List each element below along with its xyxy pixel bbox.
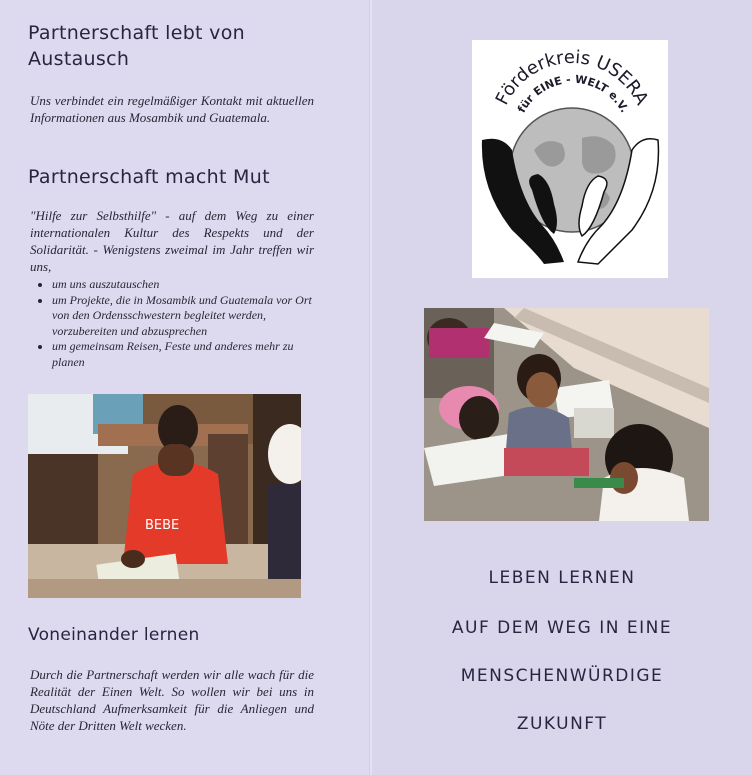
logo-line2: für EINE - WELT e.V. xyxy=(514,72,632,115)
heading-mut: Partnerschaft macht Mut xyxy=(28,166,270,188)
logo-box xyxy=(472,40,668,278)
right-panel xyxy=(372,0,752,775)
title-block xyxy=(372,560,752,760)
heading-lernen: Voneinander lernen xyxy=(28,625,200,645)
bullet-item: • um Projekte, die in Mosambik und Guatemala vor Ort von den Ordensschwestern begleitet werden, vorzubereiten und abzusprechen xyxy=(52,293,314,340)
photo-girl-writing xyxy=(28,394,301,598)
title-line: MENSCHENWÜRDIGE xyxy=(460,666,664,686)
heading-austausch: Partnerschaft lebt von Austausch xyxy=(28,22,245,70)
text-lernen-block xyxy=(30,666,314,734)
section-austausch xyxy=(28,20,268,72)
text-lernen: Durch die Partnerschaft werden wir alle wach für die Realität der Einen Welt. So wollen wir bei uns in Deutschland Aufmerksamkeit für die Anliegen und Nöte der Dritten Welt wecken. xyxy=(30,667,314,733)
title-line: ZUKUNFT xyxy=(516,714,608,734)
logo-line1: Förderkreis USERA xyxy=(491,46,653,109)
bullet-item: • um uns auszutauschen xyxy=(52,277,314,293)
section-lernen xyxy=(28,622,288,648)
bullet-list xyxy=(30,277,314,370)
logo-hands-globe-icon xyxy=(472,40,668,278)
shirt-text: BEBE xyxy=(145,518,180,533)
bullet-item: • um gemeinsam Reisen, Feste und anderes mehr zu planen xyxy=(52,339,314,370)
photo-children-drawing xyxy=(424,308,709,521)
photo-girl-writing-image xyxy=(28,394,301,598)
section-mut-body xyxy=(30,207,314,370)
text-mut: "Hilfe zur Selbsthilfe" - auf dem Weg zu einer internationalen Kultur des Respekts und der Solidarität. - Wenigstens zweimal im Jahr treffen wir uns, xyxy=(30,208,314,274)
left-panel xyxy=(0,0,370,775)
photo-children-drawing-image xyxy=(424,308,709,521)
title-line: AUF DEM WEG IN EINE xyxy=(451,618,673,638)
section-mut xyxy=(28,164,318,190)
text-austausch: Uns verbindet ein regelmäßiger Kontakt mit aktuellen Informationen aus Mosambik und Guatemala. xyxy=(30,93,314,125)
text-austausch-block xyxy=(30,92,314,126)
title-line: LEBEN LERNEN xyxy=(488,568,636,588)
